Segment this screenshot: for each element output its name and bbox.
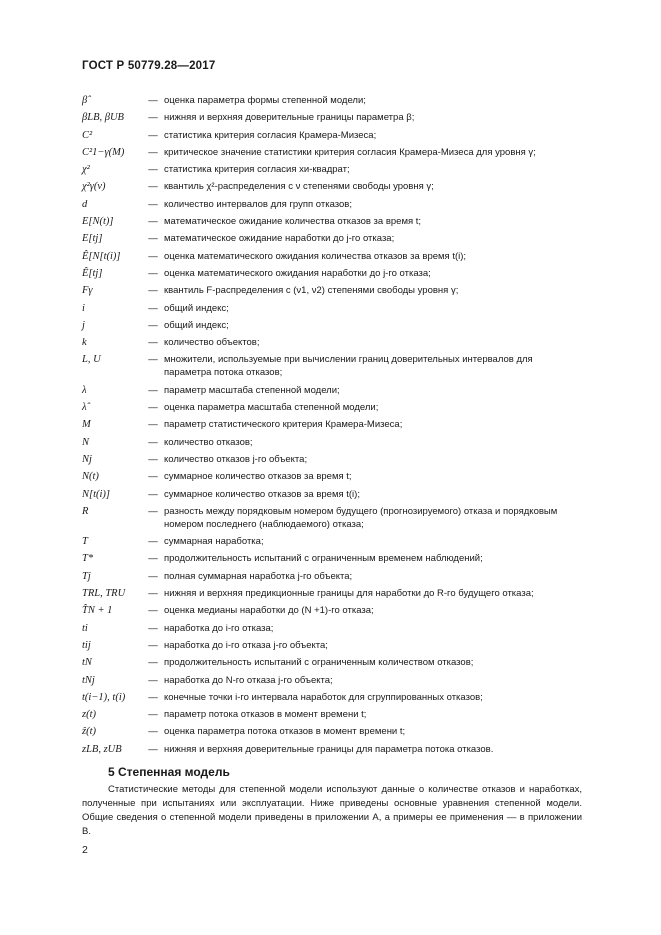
definition-row [82,353,582,379]
definition-dash: — [148,588,158,600]
definition-symbol: TRL, TRU [82,588,126,600]
definition-row [82,94,582,107]
definition-symbol: χ² [82,164,90,176]
definition-row [82,180,582,193]
definition-row [82,622,582,635]
definition-description: квантиль χ²-распределения с ν степенями свободы уровня γ; [164,181,434,193]
definition-dash: — [148,639,158,651]
definition-symbol: T̂N + 1 [82,605,113,617]
definition-row [82,708,582,721]
definition-dash: — [148,112,158,124]
definition-row [82,284,582,297]
definition-description: оценка математического ожидания наработки до j-го отказа; [164,267,431,279]
definition-symbol: zLB, zUB [82,743,122,755]
definition-dash: — [148,419,158,431]
definition-description: статистика критерия согласия Крамера-Мизеса; [164,129,377,141]
definition-row [82,302,582,315]
definition-row [82,401,582,414]
definition-row [82,319,582,332]
definition-symbol: M [82,419,91,431]
section-title: 5 Степенная модель [108,765,230,779]
definition-symbol: N [82,436,90,448]
definition-dash: — [148,570,158,582]
definition-row [82,215,582,228]
definition-description: статистика критерия согласия хи-квадрат; [164,164,350,176]
definition-symbol: ẑ(t) [82,726,96,738]
definition-dash: — [148,285,158,297]
definition-dash: — [148,726,158,738]
definition-description: квантиль F-распределения с (ν1, ν2) степенями свободы уровня γ; [164,285,459,297]
definition-row [82,453,582,466]
definition-description: суммарное количество отказов за время t; [164,471,352,483]
definition-row [82,198,582,211]
definition-description: параметр статистического критерия Крамера-Мизеса; [164,419,403,431]
definition-dash: — [148,319,158,331]
definition-description: разность между порядковым номером будущего (прогнозируемого) отказа и порядковым номером последнего (наблюдаемого) отказа; [164,505,558,530]
definition-symbol: β̂ [82,95,88,106]
definition-row [82,418,582,431]
definition-symbol: Ê[N[t(i)] [82,250,121,262]
definition-description: математическое ожидание количества отказов за время t; [164,216,422,228]
definition-row [82,488,582,501]
definition-symbol: Tj [82,570,91,582]
definition-description: наработка до i-го отказа j-го объекта; [164,639,328,651]
definition-dash: — [148,402,158,414]
definition-symbol: Ê[tj] [82,267,103,279]
definition-symbol: i [82,302,85,314]
definition-symbol: tij [82,639,91,651]
definition-dash: — [148,267,158,279]
definition-description: количество отказов; [164,436,253,448]
definition-row [82,674,582,687]
definition-row [82,604,582,617]
definition-symbol: j [82,319,85,331]
definition-description: количество объектов; [164,337,260,349]
definition-symbol: R [82,505,89,517]
definition-dash: — [148,657,158,669]
definition-symbol: t(i−1), t(i) [82,691,126,703]
definition-dash: — [148,622,158,634]
definition-description: оценка параметра формы степенной модели; [164,95,366,106]
definition-description: параметр масштаба степенной модели; [164,384,340,396]
definition-row [82,691,582,704]
definition-row [82,656,582,669]
definition-row [82,505,582,531]
definition-row [82,336,582,349]
definition-dash: — [148,250,158,262]
definition-row [82,552,582,565]
definition-symbol: χ²γ(ν) [82,181,106,193]
definition-description: наработка до i-го отказа; [164,622,274,634]
definition-symbol: βLB, βUB [82,112,124,124]
section-paragraph: Статистические методы для степенной модели используют данные о количестве отказов и наработках, полученные при испытаниях или эксплуатации. Ниже приведены основные уравнения степенной модели. Общие сведения о степенной модели приведены в приложении А, а примеры ее применения — в приложении В. [82,784,582,837]
definition-row [82,232,582,245]
definition-description: количество интервалов для групп отказов; [164,198,352,210]
definition-symbol: z(t) [82,709,96,721]
definition-symbol: C²1−γ(M) [82,146,125,158]
definition-symbol: λ [82,384,87,396]
definition-dash: — [148,605,158,617]
definition-symbol: T [82,536,88,548]
definition-description: общий индекс; [164,319,229,331]
definition-dash: — [148,691,158,703]
definition-dash: — [148,337,158,349]
definition-dash: — [148,674,158,686]
definition-symbol: d [82,198,88,210]
definition-row [82,570,582,583]
definition-symbol: L, U [82,354,101,366]
definition-description: конечные точки i-го интервала наработок для сгруппированных отказов; [164,691,483,703]
definitions-list [82,94,582,760]
definition-dash: — [148,146,158,158]
definition-dash: — [148,488,158,500]
definition-dash: — [148,709,158,721]
definition-description: общий индекс; [164,302,229,314]
definition-dash: — [148,95,158,106]
definition-description: оценка параметра потока отказов в момент времени t; [164,726,406,738]
definition-dash: — [148,216,158,228]
definition-dash: — [148,354,158,366]
definition-row [82,725,582,738]
definition-symbol: λ̂ [82,402,87,414]
definition-row [82,535,582,548]
definition-dash: — [148,505,158,517]
definition-row [82,111,582,124]
definition-symbol: T* [82,553,94,565]
definition-description: суммарное количество отказов за время t(i); [164,488,360,500]
definition-description: математическое ожидание наработки до j-го отказа; [164,233,395,245]
definition-symbol: ti [82,622,88,634]
definition-row [82,587,582,600]
definition-dash: — [148,164,158,176]
definition-symbol: tNj [82,674,95,686]
definition-row [82,743,582,756]
definition-description: критическое значение статистики критерия согласия Крамера-Мизеса для уровня γ; [164,146,536,158]
definition-description: полная суммарная наработка j-го объекта; [164,570,353,582]
document-header: ГОСТ Р 50779.28—2017 [82,60,216,72]
definition-symbol: N[t(i)] [82,488,111,500]
definition-description: суммарная наработка; [164,536,264,548]
definition-symbol: Nj [82,453,92,465]
definition-description: продолжительность испытаний с ограниченным временем наблюдений; [164,553,483,565]
definition-dash: — [148,471,158,483]
definition-row [82,129,582,142]
page-number: 2 [82,844,88,856]
definition-dash: — [148,536,158,548]
definition-row [82,436,582,449]
definition-row [82,384,582,397]
definition-dash: — [148,743,158,755]
definition-description: оценка параметра масштаба степенной модели; [164,402,379,414]
definition-description: параметр потока отказов в момент времени t; [164,709,367,721]
definition-row [82,146,582,159]
definition-row [82,163,582,176]
definition-dash: — [148,233,158,245]
definition-description: нижняя и верхняя доверительные границы для параметра потока отказов. [164,743,494,755]
definition-dash: — [148,553,158,565]
definition-dash: — [148,384,158,396]
definition-symbol: k [82,337,87,349]
definition-description: нижняя и верхняя предикционные границы для наработки до R-го будущего отказа; [164,588,534,600]
definition-description: оценка математического ожидания количества отказов за время t(i); [164,250,467,262]
definition-row [82,250,582,263]
definition-dash: — [148,436,158,448]
definition-description: множители, используемые при вычислении границ доверительных интервалов для параметра потока отказов; [164,354,533,379]
definition-dash: — [148,453,158,465]
definition-symbol: C² [82,129,93,141]
definition-symbol: Fγ [82,285,93,297]
definition-description: количество отказов j-го объекта; [164,453,308,465]
definition-symbol: E[tj] [82,233,103,245]
definition-dash: — [148,198,158,210]
definition-symbol: N(t) [82,471,99,483]
definition-row [82,267,582,280]
definition-description: нижняя и верхняя доверительные границы параметра β; [164,112,415,124]
definition-dash: — [148,181,158,193]
definition-dash: — [148,302,158,314]
definition-description: оценка медианы наработки до (N +1)-го отказа; [164,605,374,617]
definition-description: продолжительность испытаний с ограниченным количеством отказов; [164,657,474,669]
definition-row [82,639,582,652]
definition-symbol: tN [82,657,92,669]
definition-row [82,470,582,483]
definition-description: наработка до N-го отказа j-го объекта; [164,674,333,686]
definition-symbol: E[N(t)] [82,216,114,228]
definition-dash: — [148,129,158,141]
